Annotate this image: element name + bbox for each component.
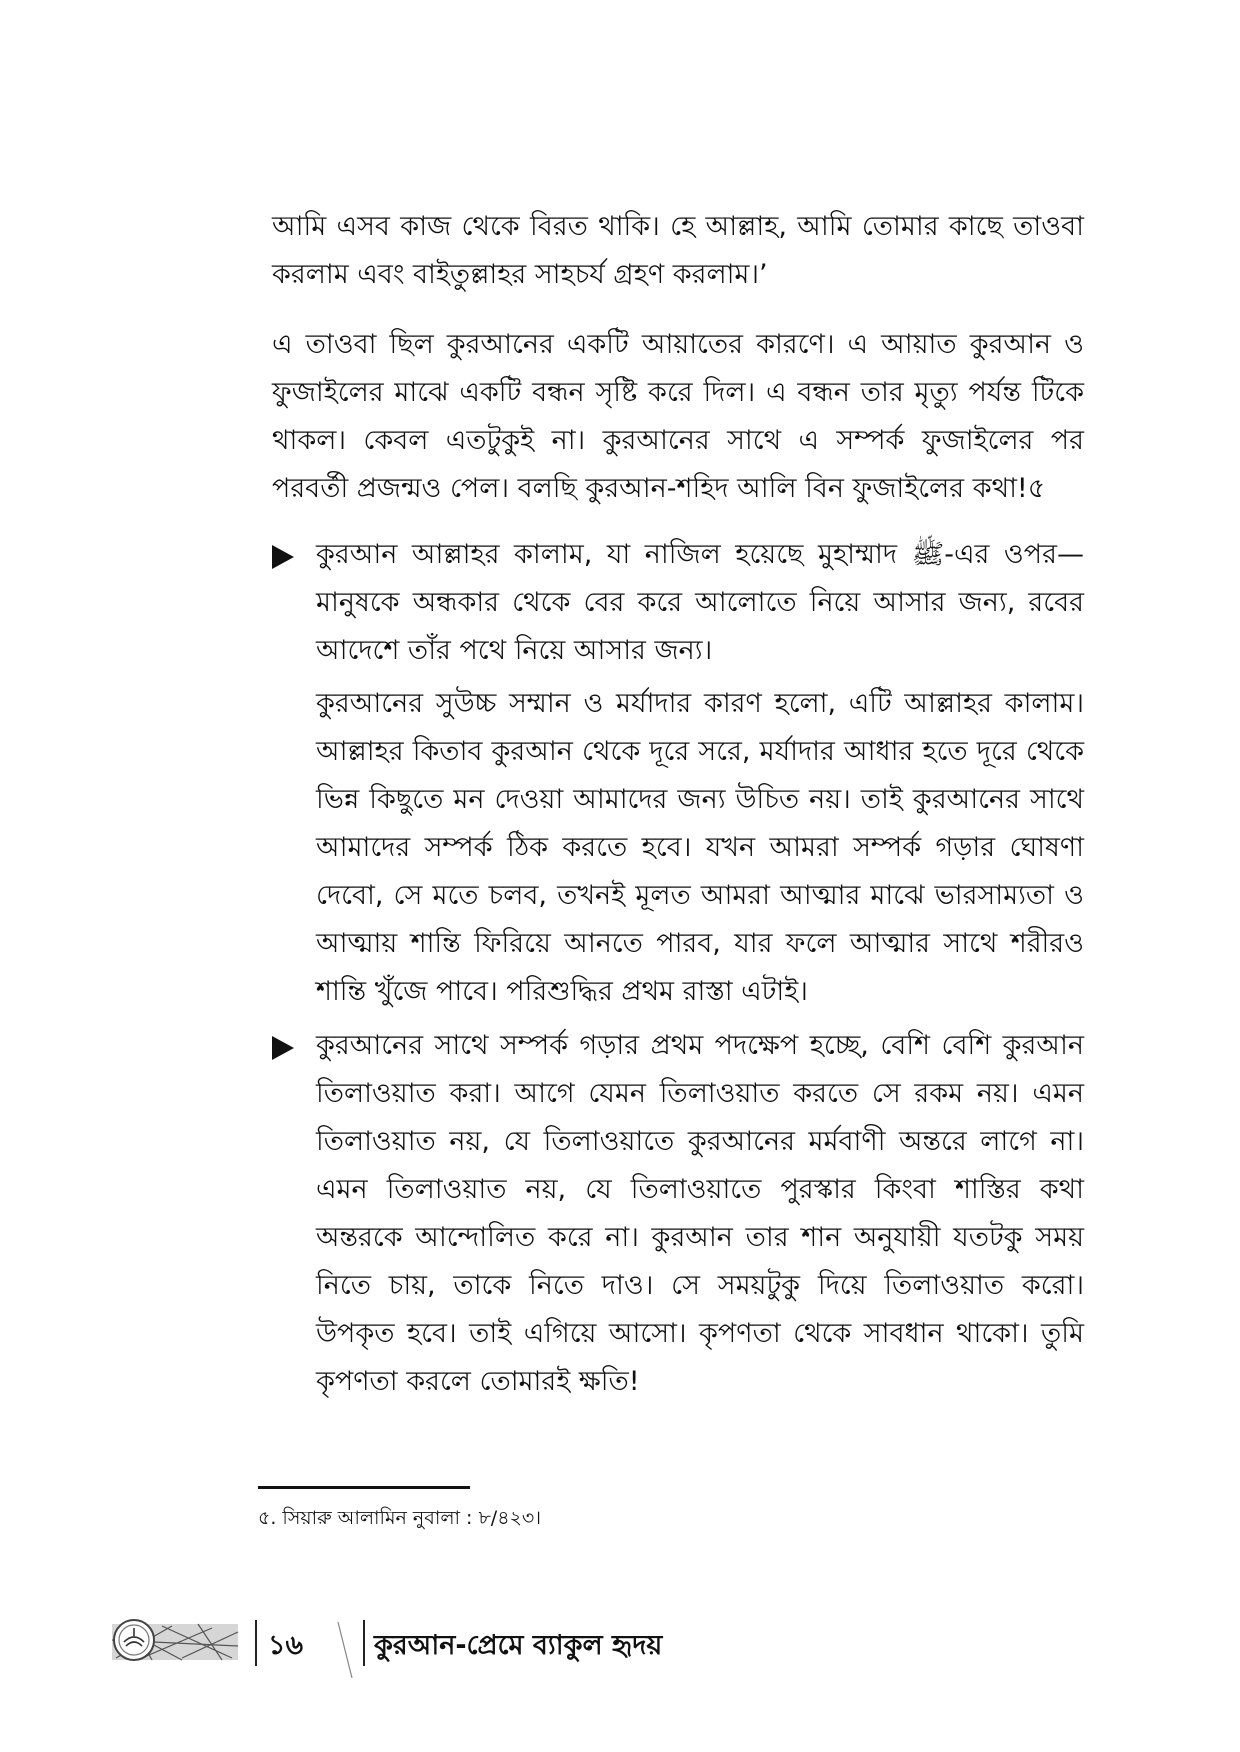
book-title: কুরআন-প্রেমে ব্যাকুল হৃদয়: [374, 1630, 663, 1661]
footnote: ৫. সিয়ারু আলামিন নুবালা : ৮/৪২৩।: [258, 1507, 542, 1529]
paragraph-2: এ তাওবা ছিল কুরআনের একটি আয়াতের কারণে। এ আয়াত কুরআন ও ফুজাইলের মাঝে একটি বন্ধন সৃষ্টি করে দিল। এ বন্ধন তার মৃত্যু পর্যন্ত টিকে থাকল। কেবল এতটুকুই না। কুরআনের সাথে এ সম্পর্ক ফুজাইলের পর পরবর্তী প্রজন্মও পেল। বলছি কুরআন-শহিদ আলি বিন ফুজাইলের কথা!৫: [272, 329, 1084, 504]
bullet-text-1: কুরআন আল্লাহর কালাম, যা নাজিল হয়েছে মুহাম্মাদ ﷺ-এর ওপর—মানুষকে অন্ধকার থেকে বের করে আলোতে নিয়ে আসার জন্য, রবের আদেশে তাঁর পথে নিয়ে আসার জন্য।: [316, 539, 1084, 666]
paragraph-1: আমি এসব কাজ থেকে বিরত থাকি। হে আল্লাহ, আমি তোমার কাছে তাওবা করলাম এবং বাইতুল্লাহর সাহচর্য গ্রহণ করলাম।’: [272, 211, 1084, 290]
book-emblem-icon: [112, 1618, 156, 1662]
bullet-text-2: কুরআনের সাথে সম্পর্ক গড়ার প্রথম পদক্ষেপ হচ্ছে, বেশি বেশি কুরআন তিলাওয়াত করা। আগে যেমন তিলাওয়াত করতে সে রকম নয়। এমন তিলাওয়াত নয়, যে তিলাওয়াতে কুরআনের মর্মবাণী অন্তরে লাগে না। এমন তিলাওয়াত নয়, যে তিলাওয়াতে পুরস্কার কিংবা শাস্তির কথা অন্তরকে আন্দোলিত করে না। কুরআন তার শান অনুযায়ী যতটকু সময় নিতে চায়, তাকে নিতে দাও। সে সময়টুকু দিয়ে তিলাওয়াত করো। উপকৃত হবে। তাই এগিয়ে আসো। কৃপণতা থেকে সাবধান থাকো। তুমি কৃপণতা করলে তোমারই ক্ষতি!: [316, 1030, 1084, 1397]
triangle-bullet-icon: [272, 545, 294, 569]
page-footer: [112, 1618, 752, 1678]
triangle-bullet-icon: [272, 1036, 294, 1060]
footnote-divider: [258, 1486, 470, 1489]
paragraph-3: কুরআনের সুউচ্চ সম্মান ও মর্যাদার কারণ হলো, এটি আল্লাহর কালাম। আল্লাহর কিতাব কুরআন থেকে দূরে সরে, মর্যাদার আধার হতে দূরে থেকে ভিন্ন কিছুতে মন দেওয়া আমাদের জন্য উচিত নয়। তাই কুরআনের সাথে আমাদের সম্পর্ক ঠিক করতে হবে। যখন আমরা সম্পর্ক গড়ার ঘোষণা দেবো, সে মতে চলব, তখনই মূলত আমরা আত্মার মাঝে ভারসাম্যতা ও আত্মায় শান্তি ফিরিয়ে আনতে পারব, যার ফলে আত্মার সাথে শরীরও শান্তি খুঁজে পাবে। পরিশুদ্ধির প্রথম রাস্তা এটাই।: [316, 688, 1085, 1007]
page-number: ১৬: [268, 1630, 304, 1661]
